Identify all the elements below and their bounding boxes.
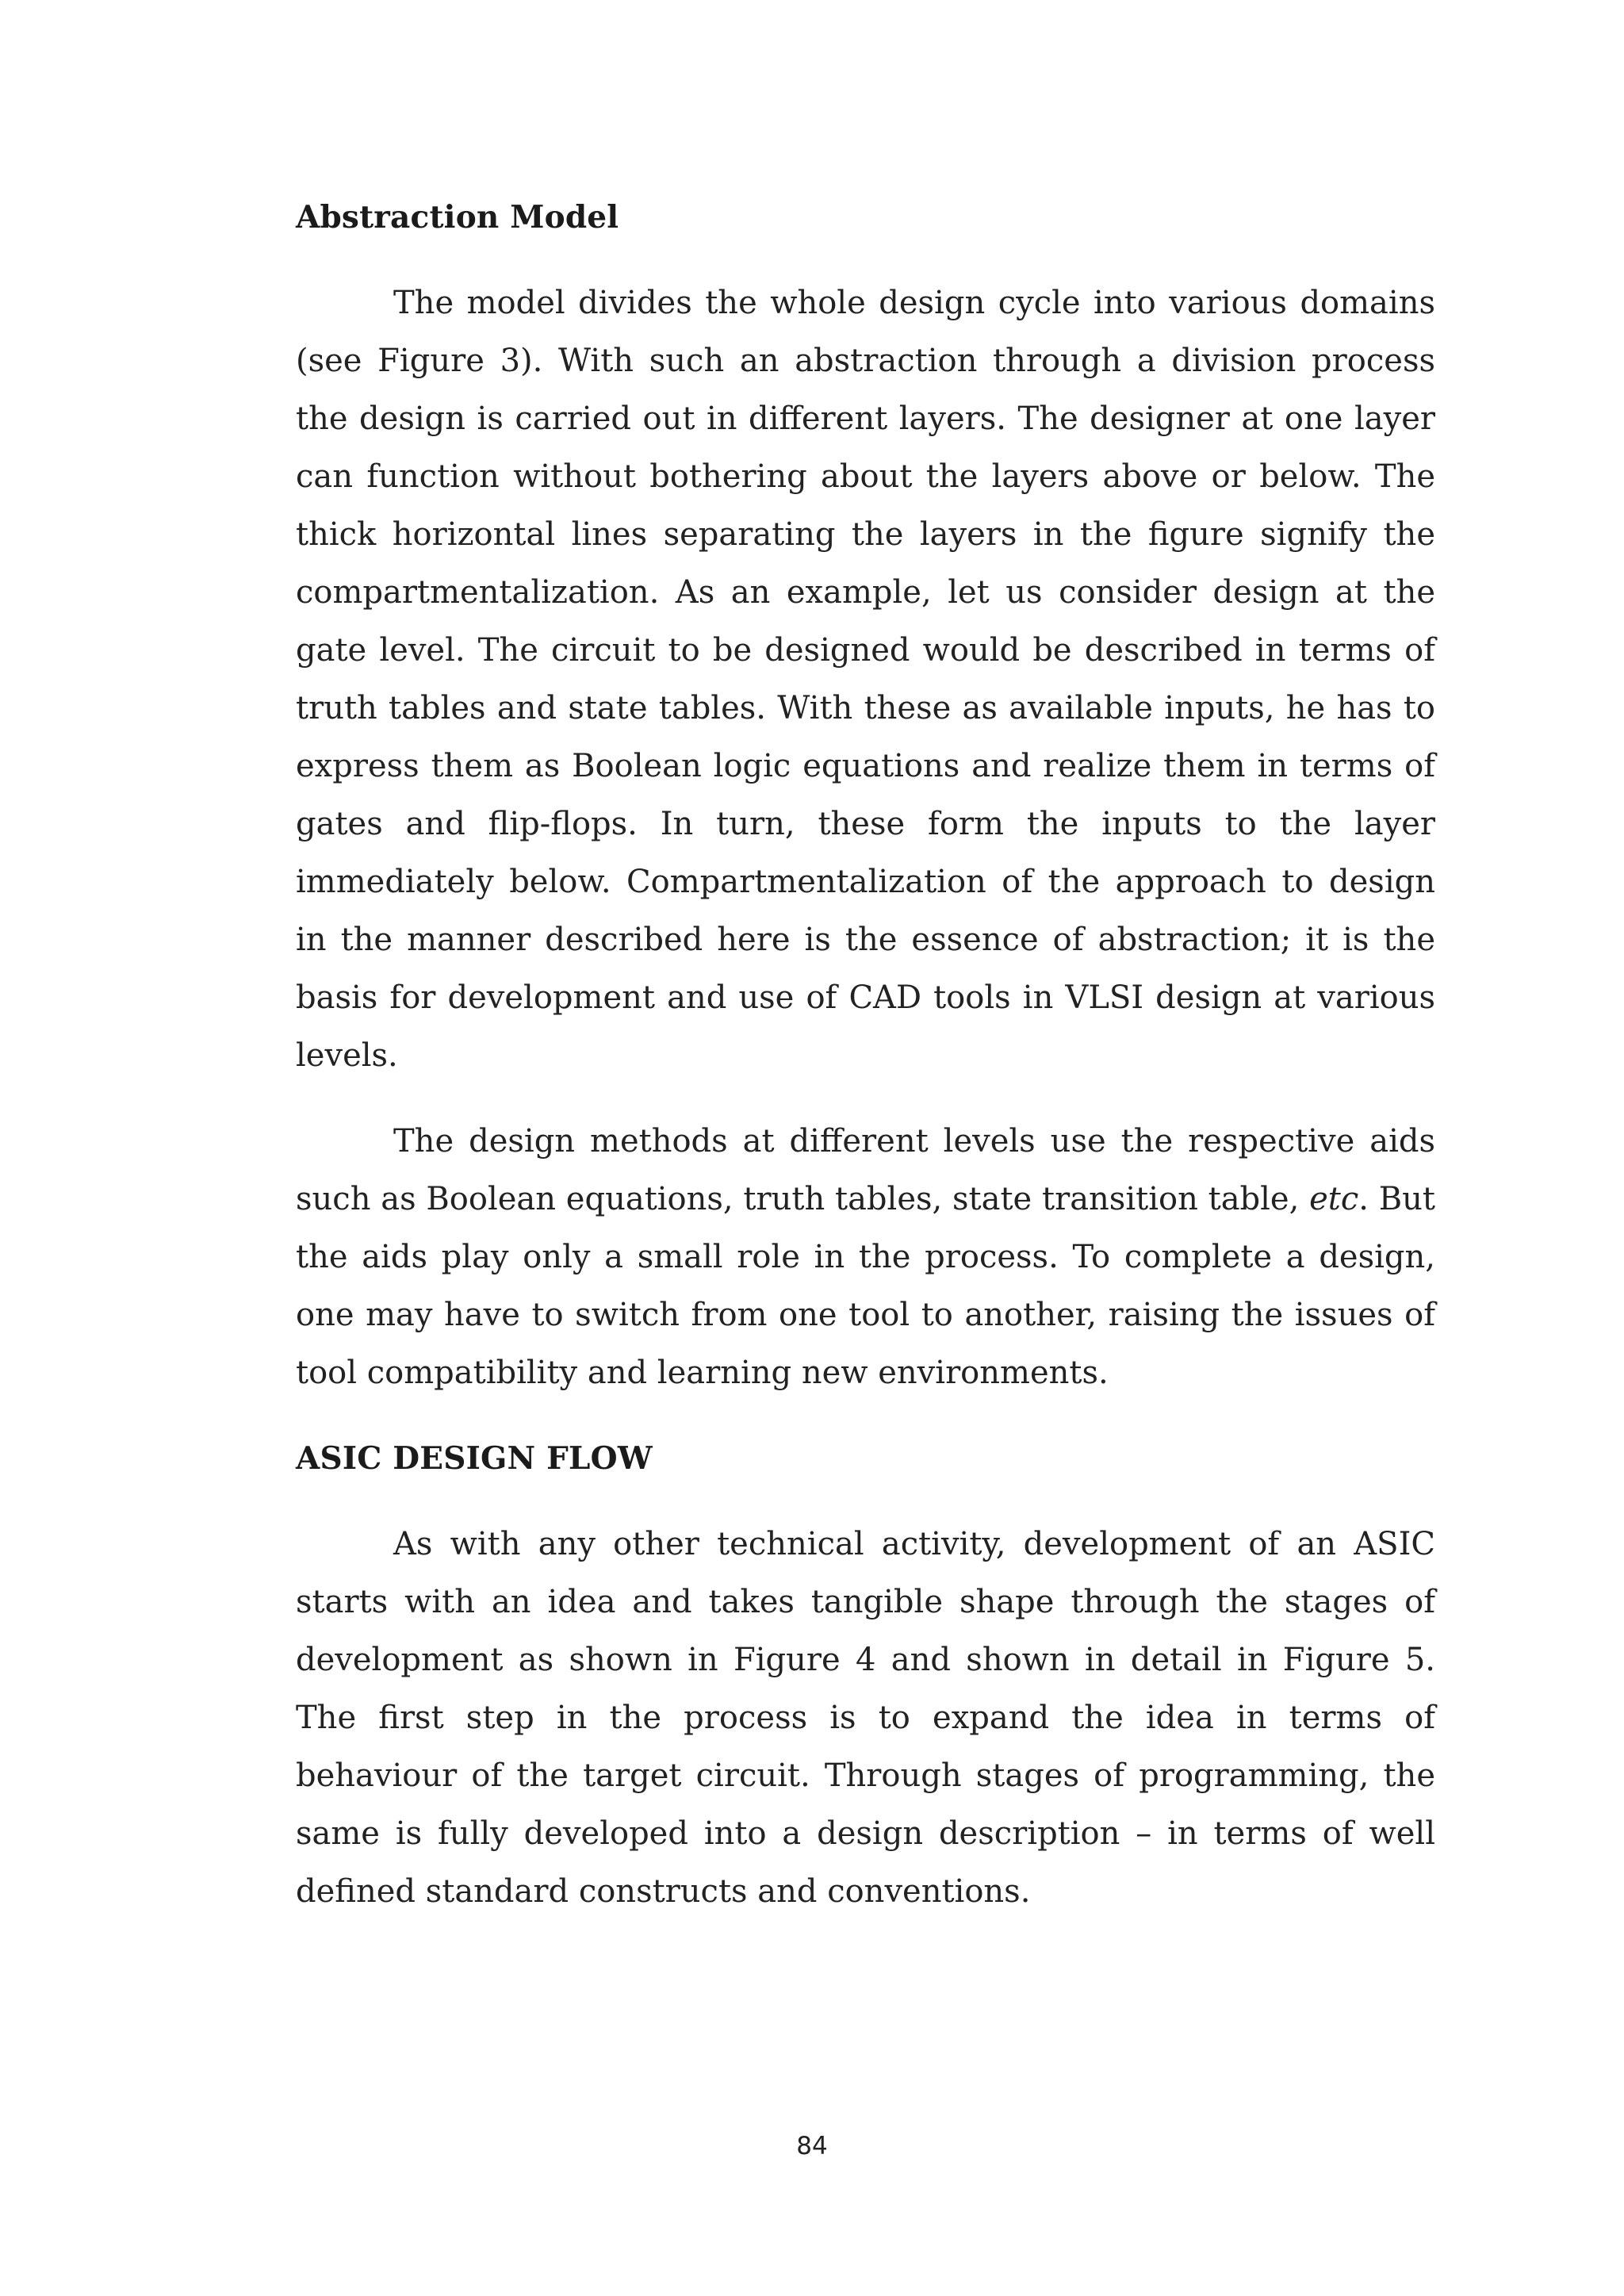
paragraph-abstraction-model: The model divides the whole design cycle into various domains (see Figure 3). With such an abstraction through a division process the design is carried out in different layers. The designer at one layer can function without bothering about the layers above or below. The thick horizontal lines separating the layers in the figure signify the compartmentalization. As an example, let us consider design at the gate level. The circuit to be designed would be described in terms of truth tables and state tables. With these as available inputs, he has to express them as Boolean logic equations and realize them in terms of gates and flip-flops. In turn, these form the inputs to the layer immediately below. Compartmentalization of the approach to design in the manner described here is the essence of abstraction; it is the basis for development and use of CAD tools in VLSI design at various levels. (296, 285, 1435, 1074)
section-heading-abstraction-model: Abstraction Model (296, 199, 619, 236)
paragraph-asic-design-flow: As with any other technical activity, development of an ASIC starts with an idea and takes tangible shape through the stages of development as shown in Figure 4 and shown in detail in Figure 5. The first step in the process is to expand the idea in terms of behaviour of the target circuit. Through stages of programming, the same is fully developed into a design description – in terms of well defined standard constructs and conventions. (296, 1526, 1435, 1910)
section-heading-asic-design-flow: ASIC DESIGN FLOW (296, 1440, 653, 1477)
paragraph-design-methods-italic-etc: etc (1309, 1181, 1359, 1217)
page-content (296, 189, 1435, 1921)
paragraph-design-methods-text-end: . But the aids play only a small role in the process. To complete a design, one may have to switch from one tool to another, raising the issues of tool compatibility and learning new environments. (296, 1181, 1435, 1391)
paragraph-design-methods-text-start: The design methods at different levels use the respective aids such as Boolean equations, truth tables, state transition table, (296, 1123, 1435, 1217)
paragraph-design-methods (296, 1113, 1435, 1402)
page-number: 84 (796, 2132, 828, 2160)
